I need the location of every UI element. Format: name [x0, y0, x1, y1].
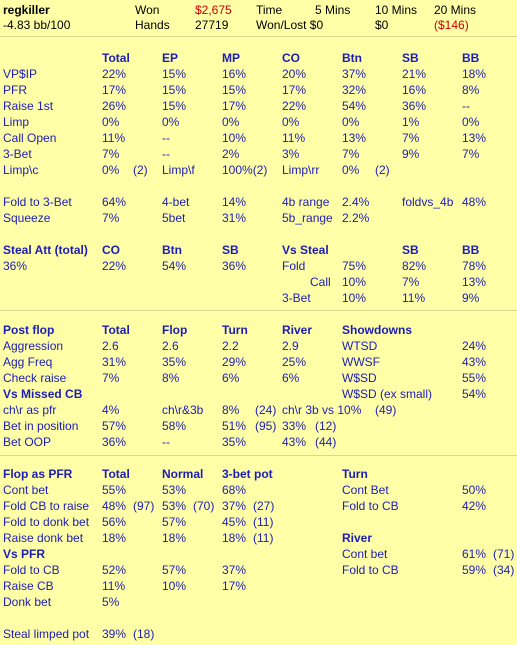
- river-row-label: Cont bet: [342, 547, 388, 561]
- flop-pfr-count: (11): [253, 515, 274, 529]
- flop-pfr-count: (97): [133, 499, 155, 513]
- missed-cb-river: 33%: [282, 419, 307, 433]
- preflop-cell: 0%: [222, 115, 240, 129]
- won-value: $2,675: [195, 3, 232, 17]
- preflop-row-label: Call Open: [3, 131, 57, 145]
- showdown-label: WTSD: [342, 339, 378, 353]
- hands-value: 27719: [195, 18, 229, 32]
- vs-pfr-cell: 37%: [222, 563, 247, 577]
- preflop-cell: 15%: [162, 67, 187, 81]
- fivebet-label: 5bet: [162, 211, 186, 225]
- steal-limped-label: Steal limped pot: [3, 627, 90, 641]
- time-10min-label: 10 Mins: [375, 3, 418, 17]
- flop-pfr-cell: 48%: [102, 499, 127, 513]
- preflop-cell: 16%: [402, 83, 427, 97]
- fourbet-value: 14%: [222, 195, 247, 209]
- missed-cb-total: 57%: [102, 419, 127, 433]
- preflop-cell: 0%: [162, 115, 180, 129]
- preflop-cell: 13%: [462, 131, 487, 145]
- missed-cb-sub-value: 8%: [222, 403, 240, 417]
- steal-header-btn: Btn: [162, 243, 182, 257]
- postflop-cell: 29%: [222, 355, 247, 369]
- preflop-cell: 13%: [342, 131, 367, 145]
- preflop-cell: 7%: [342, 147, 360, 161]
- preflop-header-sb: SB: [402, 51, 419, 65]
- flop-pfr-cell: 37%: [222, 499, 247, 513]
- steal-attempt-title: Steal Att (total): [3, 243, 88, 257]
- postflop-header-flop: Flop: [162, 323, 188, 337]
- vs-steal-row-label: 3-Bet: [282, 291, 311, 305]
- preflop-header-total: Total: [102, 51, 130, 65]
- missed-cb-extra-count: (49): [375, 403, 397, 417]
- vs-pfr-row-label: Donk bet: [3, 595, 52, 609]
- vs-steal-cell: 9%: [462, 291, 480, 305]
- river-row-count: (71): [493, 547, 515, 561]
- postflop-cell: 8%: [162, 371, 180, 385]
- missed-cb-row-label: Bet in position: [3, 419, 79, 433]
- flop-pfr-row-label: Cont bet: [3, 483, 49, 497]
- flop-pfr-row-label: Raise donk bet: [3, 531, 84, 545]
- preflop-row-label: Limp: [3, 115, 30, 129]
- preflop-cell: 15%: [162, 99, 187, 113]
- preflop-cell: 11%: [282, 131, 306, 145]
- flop-pfr-row-label: Fold to donk bet: [3, 515, 90, 529]
- flop-pfr-cell: 45%: [222, 515, 247, 529]
- preflop-cell: 10%: [222, 131, 247, 145]
- squeeze-value: 7%: [102, 211, 120, 225]
- wonlost-label: Won/Lost $0: [256, 18, 324, 32]
- preflop-cell: 7%: [462, 147, 480, 161]
- postflop-header-river: River: [282, 323, 313, 337]
- showdown-label: W$SD: [342, 371, 377, 385]
- vs-pfr-cell: 17%: [222, 579, 247, 593]
- fourbet-label: 4-bet: [162, 195, 190, 209]
- missed-cb-total: 4%: [102, 403, 120, 417]
- missed-cb-extra-label: ch\r 3b vs 10%: [282, 403, 362, 417]
- flop-pfr-header-total: Total: [102, 467, 130, 481]
- showdown-value: 43%: [462, 355, 487, 369]
- header-divider: [0, 36, 517, 37]
- preflop-cell: 17%: [222, 99, 247, 113]
- turn-row-label: Fold to CB: [342, 499, 399, 513]
- time-20min-value: ($146): [434, 18, 469, 32]
- vs-pfr-cell: 11%: [102, 579, 126, 593]
- time-20min-label: 20 Mins: [434, 3, 477, 17]
- preflop-cell: 21%: [402, 67, 427, 81]
- flop-pfr-title: Flop as PFR: [3, 467, 73, 481]
- vs-steal-cell: 10%: [342, 291, 367, 305]
- preflop-header-co: CO: [282, 51, 300, 65]
- preflop-cell: 7%: [402, 131, 420, 145]
- postflop-cell: 6%: [282, 371, 300, 385]
- missed-cb-row-label: Bet OOP: [3, 435, 52, 449]
- fold-vs-4bet-value: 48%: [462, 195, 487, 209]
- preflop-cell: 9%: [402, 147, 420, 161]
- showdown-label: W$SD (ex small): [342, 387, 433, 401]
- turn-row-label: Cont Bet: [342, 483, 389, 497]
- postflop-header-turn: Turn: [222, 323, 248, 337]
- preflop-cell: 37%: [342, 67, 367, 81]
- flop-pfr-count: (27): [253, 499, 275, 513]
- river-row-value: 61%: [462, 547, 487, 561]
- preflop-cell: 8%: [462, 83, 480, 97]
- missed-cb-sub-label: ch\r&3b: [162, 403, 204, 417]
- time-label: Time: [256, 3, 283, 17]
- preflop-cell: 11%: [102, 131, 126, 145]
- limp-call-count: (2): [133, 163, 148, 177]
- postflop-cell: 2.9: [282, 339, 299, 353]
- fold-vs-4bet-label: foldvs_4b: [402, 195, 454, 209]
- preflop-cell: 2%: [222, 147, 240, 161]
- vs-pfr-row-label: Fold to CB: [3, 563, 60, 577]
- vs-steal-cell: 78%: [462, 259, 487, 273]
- preflop-cell: --: [162, 147, 170, 161]
- hands-label: Hands: [135, 18, 170, 32]
- postflop-row-label: Check raise: [3, 371, 67, 385]
- flop-pfr-cell: 53%: [162, 483, 187, 497]
- preflop-cell: 15%: [162, 83, 187, 97]
- flop-pfr-header-normal: Normal: [162, 467, 204, 481]
- vs-steal-header-bb: BB: [462, 243, 480, 257]
- vs-steal-cell: 11%: [402, 291, 426, 305]
- time-10min-value: $0: [375, 18, 389, 32]
- missed-cb-flop: 58%: [162, 419, 187, 433]
- flop-pfr-cell: 55%: [102, 483, 127, 497]
- flop-pfr-count: (11): [253, 531, 274, 545]
- fivebet-range-label: 5b_range: [282, 211, 333, 225]
- missed-cb-turn: 35%: [222, 435, 247, 449]
- preflop-cell: 18%: [462, 67, 487, 81]
- turn-row-value: 50%: [462, 483, 487, 497]
- limp-reraise-count: (2): [375, 163, 390, 177]
- vs-steal-cell: 7%: [402, 275, 420, 289]
- preflop-cell: 0%: [462, 115, 480, 129]
- fourbet-range-value: 2.4%: [342, 195, 370, 209]
- preflop-cell: 0%: [282, 115, 300, 129]
- flop-pfr-cell: 57%: [162, 515, 187, 529]
- vs-pfr-cell: 10%: [162, 579, 187, 593]
- limp-fold-value: 100%(2): [222, 163, 268, 177]
- preflop-cell: 7%: [102, 147, 120, 161]
- steal-limped-value: 39%: [102, 627, 127, 641]
- preflop-cell: 16%: [222, 67, 247, 81]
- fivebet-range-value: 2.2%: [342, 211, 370, 225]
- flop-pfr-header-3bet: 3-bet pot: [222, 467, 273, 481]
- showdown-label: WWSF: [342, 355, 380, 369]
- vs-pfr-cell: 52%: [102, 563, 127, 577]
- preflop-cell: --: [162, 131, 170, 145]
- missed-cb-river: 43%: [282, 435, 307, 449]
- postflop-row-label: Agg Freq: [3, 355, 53, 369]
- missed-cb-total: 36%: [102, 435, 127, 449]
- steal-attempt-co: 22%: [102, 259, 127, 273]
- flop-pfr-cell: 56%: [102, 515, 127, 529]
- vs-steal-cell: 82%: [402, 259, 427, 273]
- preflop-cell: 3%: [282, 147, 300, 161]
- vs-steal-cell: 13%: [462, 275, 487, 289]
- missed-cb-turn: 51%: [222, 419, 247, 433]
- flop-pfr-cell: 18%: [102, 531, 127, 545]
- steal-attempt-total: 36%: [3, 259, 28, 273]
- section-divider: [0, 455, 517, 456]
- showdown-value: 54%: [462, 387, 487, 401]
- vs-steal-cell: 10%: [342, 275, 367, 289]
- preflop-header-ep: EP: [162, 51, 179, 65]
- preflop-cell: 15%: [222, 83, 247, 97]
- postflop-cell: 2.6: [162, 339, 179, 353]
- flop-pfr-cell: 68%: [222, 483, 247, 497]
- steal-attempt-btn: 54%: [162, 259, 187, 273]
- showdowns-title: Showdowns: [342, 323, 412, 337]
- river-row-label: Fold to CB: [342, 563, 399, 577]
- preflop-cell: 17%: [102, 83, 127, 97]
- postflop-row-label: Aggression: [3, 339, 64, 353]
- time-5min-label: 5 Mins: [315, 3, 351, 17]
- vs-pfr-title: Vs PFR: [3, 547, 46, 561]
- winrate: -4.83 bb/100: [3, 18, 71, 32]
- river-row-count: (34): [493, 563, 515, 577]
- preflop-header-btn: Btn: [342, 51, 362, 65]
- postflop-cell: 35%: [162, 355, 187, 369]
- fold-to-3bet-value: 64%: [102, 195, 127, 209]
- preflop-cell: 17%: [282, 83, 307, 97]
- preflop-header-bb: BB: [462, 51, 480, 65]
- vs-pfr-cell: 5%: [102, 595, 120, 609]
- missed-cb-sub-count: (24): [255, 403, 277, 417]
- postflop-title: Post flop: [3, 323, 55, 337]
- steal-header-co: CO: [102, 243, 120, 257]
- limp-call-label: Limp\c: [3, 163, 39, 177]
- vs-steal-header-sb: SB: [402, 243, 419, 257]
- preflop-cell: 26%: [102, 99, 127, 113]
- preflop-cell: 54%: [342, 99, 367, 113]
- postflop-cell: 6%: [222, 371, 240, 385]
- flop-pfr-count: (70): [193, 499, 215, 513]
- postflop-cell: 25%: [282, 355, 307, 369]
- preflop-row-label: VP$IP: [3, 67, 38, 81]
- vs-steal-row-label: Call: [310, 275, 331, 289]
- vs-steal-cell: 75%: [342, 259, 367, 273]
- preflop-cell: 0%: [342, 115, 360, 129]
- turn-title: Turn: [342, 467, 368, 481]
- postflop-cell: 2.2: [222, 339, 239, 353]
- fold-to-3bet-label: Fold to 3-Bet: [3, 195, 72, 209]
- player-name: regkiller: [3, 3, 50, 17]
- limp-fold-label: Limp\f: [162, 163, 195, 177]
- preflop-cell: 22%: [282, 99, 307, 113]
- postflop-cell: 2.6: [102, 339, 119, 353]
- limp-call-value: 0%: [102, 163, 120, 177]
- fivebet-value: 31%: [222, 211, 247, 225]
- missed-cb-title: Vs Missed CB: [3, 387, 83, 401]
- preflop-header-mp: MP: [222, 51, 240, 65]
- vs-pfr-row-label: Raise CB: [3, 579, 54, 593]
- steal-limped-count: (18): [133, 627, 155, 641]
- limp-reraise-label: Limp\rr: [282, 163, 320, 177]
- flop-pfr-cell: 18%: [222, 531, 247, 545]
- postflop-cell: 31%: [102, 355, 127, 369]
- missed-cb-row-label: ch\r as pfr: [3, 403, 57, 417]
- preflop-cell: 22%: [102, 67, 127, 81]
- preflop-cell: 20%: [282, 67, 307, 81]
- missed-cb-river-count: (44): [315, 435, 337, 449]
- won-label: Won: [135, 3, 160, 17]
- preflop-row-label: PFR: [3, 83, 27, 97]
- preflop-cell: 1%: [402, 115, 420, 129]
- fourbet-range-label: 4b range: [282, 195, 330, 209]
- preflop-row-label: 3-Bet: [3, 147, 32, 161]
- missed-cb-flop: --: [162, 435, 170, 449]
- limp-reraise-value: 0%: [342, 163, 360, 177]
- preflop-cell: 0%: [102, 115, 120, 129]
- preflop-row-label: Raise 1st: [3, 99, 54, 113]
- missed-cb-turn-count: (95): [255, 419, 277, 433]
- postflop-header-total: Total: [102, 323, 130, 337]
- steal-header-sb: SB: [222, 243, 239, 257]
- flop-pfr-cell: 53%: [162, 499, 187, 513]
- showdown-value: 24%: [462, 339, 487, 353]
- preflop-cell: 36%: [402, 99, 427, 113]
- river-row-value: 59%: [462, 563, 487, 577]
- section-divider: [0, 310, 517, 311]
- showdown-value: 55%: [462, 371, 487, 385]
- missed-cb-river-count: (12): [315, 419, 337, 433]
- vs-steal-row-label: Fold: [282, 259, 306, 273]
- steal-attempt-sb: 36%: [222, 259, 247, 273]
- vs-pfr-cell: 57%: [162, 563, 187, 577]
- preflop-cell: --: [462, 99, 470, 113]
- postflop-cell: 7%: [102, 371, 120, 385]
- squeeze-label: Squeeze: [3, 211, 51, 225]
- vs-steal-title: Vs Steal: [282, 243, 329, 257]
- preflop-cell: 32%: [342, 83, 367, 97]
- flop-pfr-cell: 18%: [162, 531, 187, 545]
- river-title: River: [342, 531, 373, 545]
- turn-row-value: 42%: [462, 499, 487, 513]
- flop-pfr-row-label: Fold CB to raise: [3, 499, 90, 513]
